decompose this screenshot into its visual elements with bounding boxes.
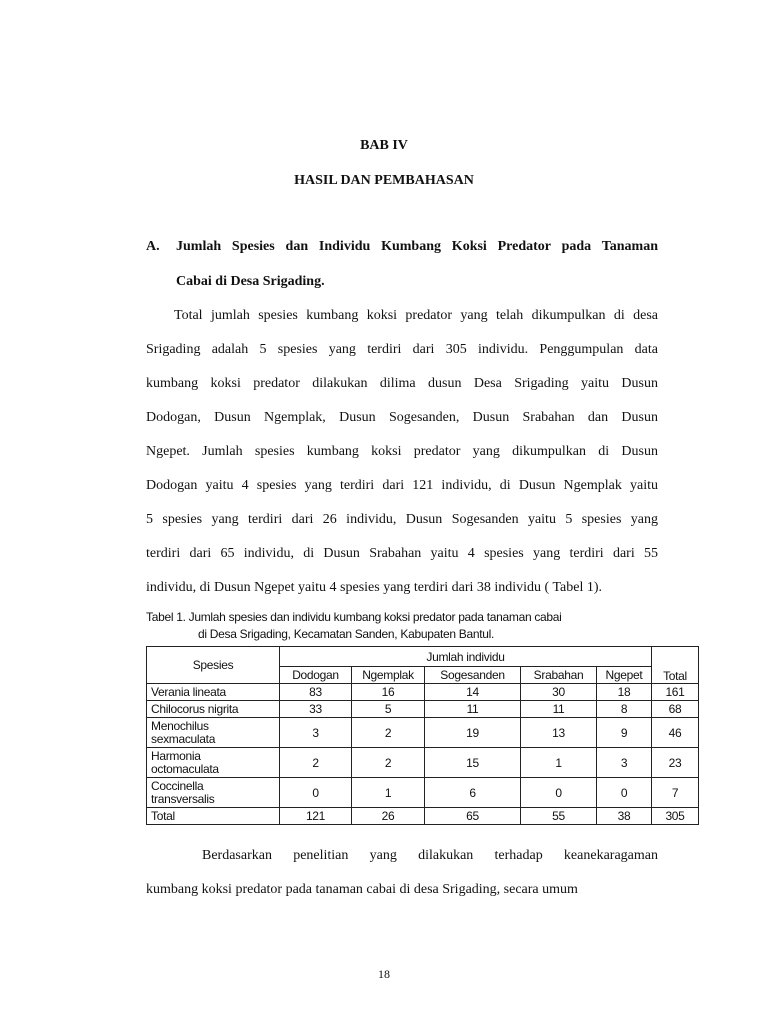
cell-value: 1 [352, 778, 425, 808]
paragraph-line: kumbang koksi predator dilakukan dilima dusun Desa Srigading yaitu Dusun [146, 376, 658, 391]
table-row [147, 718, 699, 748]
cell-value: 11 [425, 701, 521, 718]
cell-value: 1 [521, 748, 597, 778]
cell-value: 6 [425, 778, 521, 808]
table-row-total [147, 808, 699, 825]
cell-total: 68 [652, 701, 699, 718]
table-caption-line1: Tabel 1. Jumlah spesies dan individu kumbang koksi predator pada tanaman cabai [146, 610, 562, 624]
cell-total: 7 [652, 778, 699, 808]
cell-total: 46 [652, 718, 699, 748]
header-ngemplak: Ngemplak [352, 667, 425, 684]
cell-value: 33 [280, 701, 352, 718]
cell-total: 23 [652, 748, 699, 778]
cell-value: 26 [352, 808, 425, 825]
header-spesies: Spesies [147, 647, 280, 684]
species-name: Coccinella transversalis [147, 778, 280, 808]
total-label: Total [147, 808, 280, 825]
paragraph-line: kumbang koksi predator pada tanaman cabai di desa Srigading, secara umum [146, 882, 578, 897]
cell-value: 3 [280, 718, 352, 748]
cell-value: 15 [425, 748, 521, 778]
cell-value: 55 [521, 808, 597, 825]
cell-value: 0 [521, 778, 597, 808]
table-row [147, 778, 699, 808]
cell-value: 19 [425, 718, 521, 748]
cell-value: 0 [280, 778, 352, 808]
cell-value: 83 [280, 684, 352, 701]
species-name: Chilocorus nigrita [147, 701, 280, 718]
cell-value: 0 [597, 778, 652, 808]
cell-total: 161 [652, 684, 699, 701]
table-row [147, 701, 699, 718]
section-title-line2: Cabai di Desa Srigading. [176, 274, 325, 289]
cell-value: 38 [597, 808, 652, 825]
cell-value: 2 [280, 748, 352, 778]
header-srabahan: Srabahan [521, 667, 597, 684]
table-row [147, 748, 699, 778]
chapter-number: BAB IV [360, 138, 408, 153]
header-ngepet: Ngepet [597, 667, 652, 684]
chapter-title: HASIL DAN PEMBAHASAN [294, 173, 474, 188]
table-row [147, 684, 699, 701]
cell-value: 121 [280, 808, 352, 825]
species-name: Menochilus sexmaculata [147, 718, 280, 748]
cell-total: 305 [652, 808, 699, 825]
cell-value: 5 [352, 701, 425, 718]
paragraph-line: Ngepet. Jumlah spesies kumbang koksi predator yang dikumpulkan di Dusun [146, 444, 658, 459]
paragraph-line: Dodogan, Dusun Ngemplak, Dusun Sogesanden, Dusun Srabahan dan Dusun [146, 410, 658, 425]
cell-value: 18 [597, 684, 652, 701]
paragraph-line: Berdasarkan penelitian yang dilakukan terhadap keanekaragaman [202, 848, 658, 863]
cell-value: 65 [425, 808, 521, 825]
header-sogesanden: Sogesanden [425, 667, 521, 684]
cell-value: 30 [521, 684, 597, 701]
cell-value: 2 [352, 718, 425, 748]
section-heading [146, 239, 658, 299]
header-jumlah-individu: Jumlah individu [280, 647, 652, 667]
paragraph-line: Total jumlah spesies kumbang koksi predator yang telah dikumpulkan di desa [174, 308, 658, 323]
paragraph-line: Srigading adalah 5 spesies yang terdiri dari 305 individu. Penggumpulan data [146, 342, 658, 357]
section-letter: A. [146, 239, 160, 254]
cell-value: 2 [352, 748, 425, 778]
paragraph-line: 5 spesies yang terdiri dari 26 individu, Dusun Sogesanden yaitu 5 spesies yang [146, 512, 658, 527]
cell-value: 16 [352, 684, 425, 701]
header-dodogan: Dodogan [280, 667, 352, 684]
cell-value: 8 [597, 701, 652, 718]
header-total: Total [652, 647, 699, 684]
species-name: Harmonia octomaculata [147, 748, 280, 778]
paragraph-line: Dodogan yaitu 4 spesies yang terdiri dari 121 individu, di Dusun Ngemplak yaitu [146, 478, 658, 493]
cell-value: 3 [597, 748, 652, 778]
page-number: 18 [378, 967, 390, 981]
cell-value: 9 [597, 718, 652, 748]
paragraph-1 [146, 305, 658, 611]
cell-value: 11 [521, 701, 597, 718]
section-title-line1: Jumlah Spesies dan Individu Kumbang Koksi Predator pada Tanaman [176, 239, 658, 254]
paragraph-2 [146, 845, 658, 913]
paragraph-line: terdiri dari 65 individu, di Dusun Srabahan yaitu 4 spesies yang terdiri dari 55 [146, 546, 658, 561]
table-caption-line2: di Desa Srigading, Kecamatan Sanden, Kabupaten Bantul. [198, 627, 495, 641]
species-name: Verania lineata [147, 684, 280, 701]
paragraph-line: individu, di Dusun Ngepet yaitu 4 spesies yang terdiri dari 38 individu ( Tabel 1). [146, 580, 603, 595]
data-table [146, 646, 699, 825]
cell-value: 14 [425, 684, 521, 701]
cell-value: 13 [521, 718, 597, 748]
